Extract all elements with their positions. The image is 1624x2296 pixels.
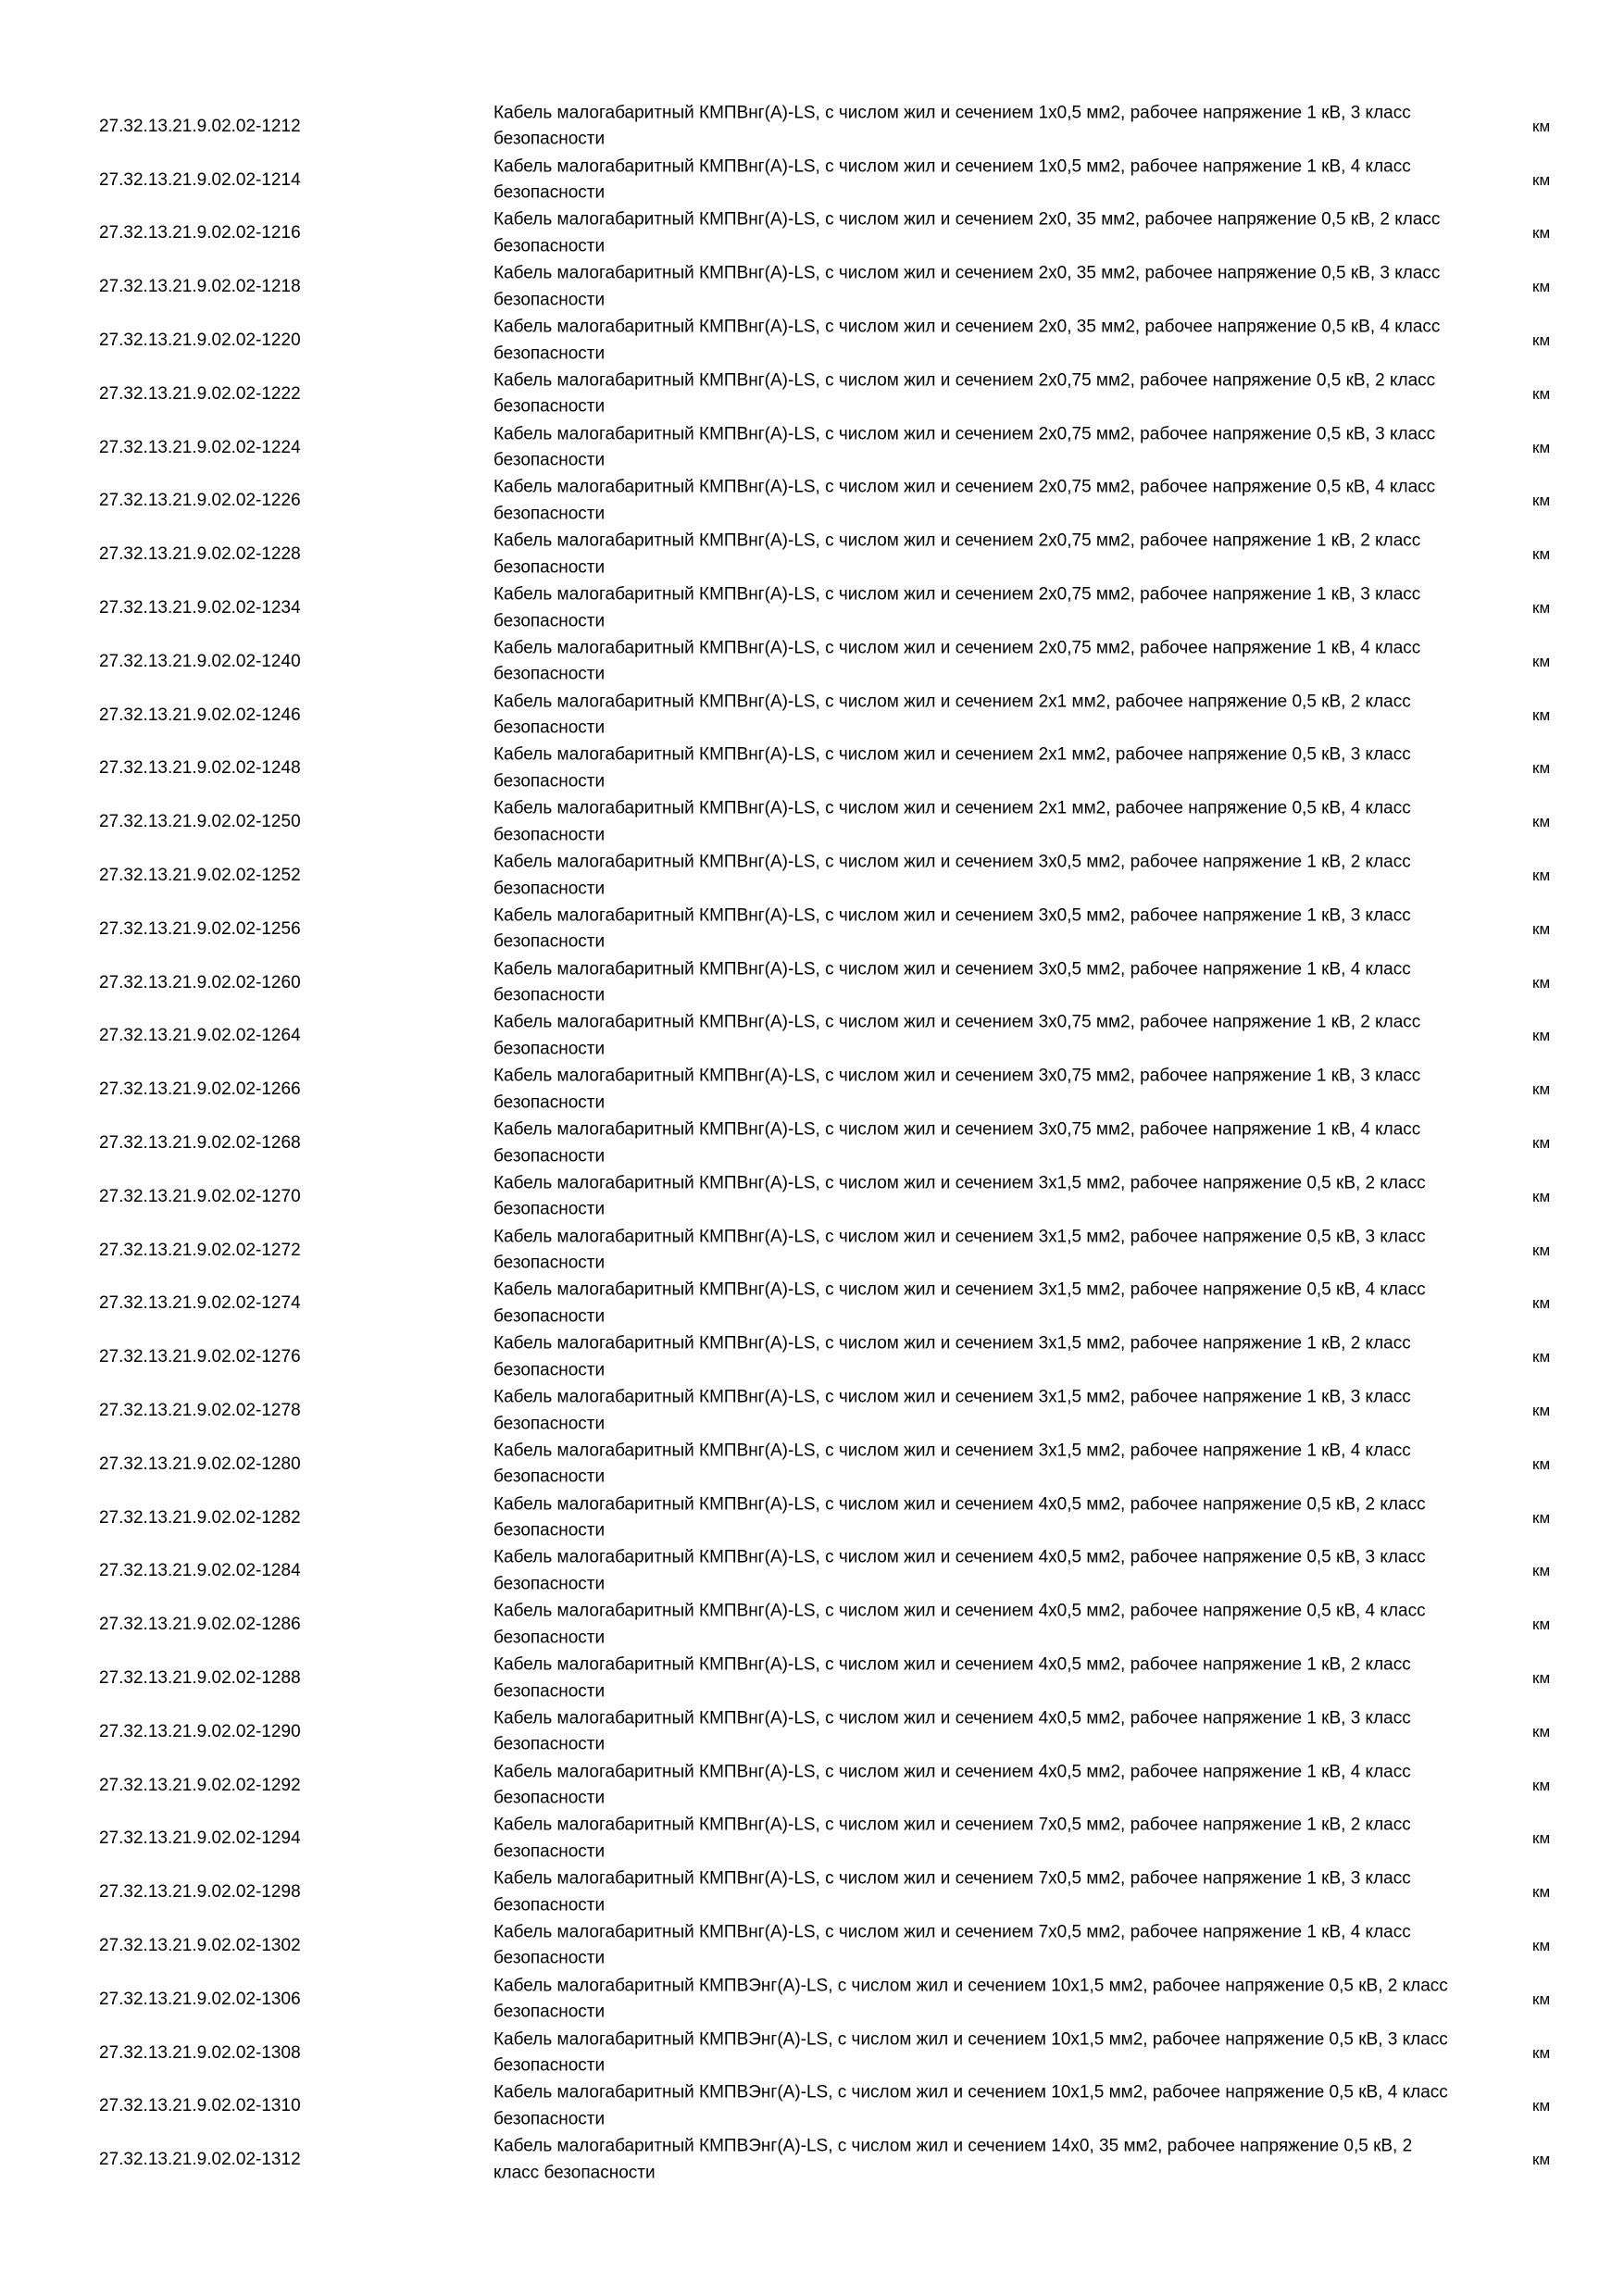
price-table bbox=[0, 100, 1624, 2187]
resource-code: 27.32.13.21.9.02.02-1234 bbox=[99, 598, 301, 618]
resource-description: Кабель малогабаритный КМПВнг(А)-LS, с числом жил и сечением 7x0,5 мм2, рабочее напряжение 1 кВ, 4 класс безопасности bbox=[493, 1922, 1411, 1968]
resource-code: 27.32.13.21.9.02.02-1214 bbox=[99, 169, 301, 190]
table-row bbox=[0, 956, 1624, 1010]
resource-code: 27.32.13.21.9.02.02-1290 bbox=[99, 1721, 301, 1741]
resource-description: Кабель малогабаритный КМПВнг(А)-LS, с числом жил и сечением 4x0,5 мм2, рабочее напряжение 0,5 кВ, 2 класс безопасности bbox=[493, 1494, 1426, 1541]
resource-description: Кабель малогабаритный КМПВнг(А)-LS, с числом жил и сечением 2x0,75 мм2, рабочее напряжение 0,5 кВ, 4 класс безопасности bbox=[493, 477, 1436, 524]
unit-of-measure: км bbox=[1532, 278, 1551, 296]
unit-of-measure: км bbox=[1532, 1562, 1551, 1580]
table-row bbox=[0, 1866, 1624, 1919]
resource-description: Кабель малогабаритный КМПВЭнг(А)-LS, с числом жил и сечением 10x1,5 мм2, рабочее напряжение 0,5 кВ, 2 класс безопасности bbox=[493, 1976, 1448, 2022]
table-row bbox=[0, 2079, 1624, 2133]
table-row bbox=[0, 1813, 1624, 1866]
table-row bbox=[0, 1010, 1624, 1064]
resource-description: Кабель малогабаритный КМПВнг(А)-LS, с числом жил и сечением 3x0,5 мм2, рабочее напряжение 1 кВ, 3 класс безопасности bbox=[493, 905, 1411, 952]
resource-code: 27.32.13.21.9.02.02-1222 bbox=[99, 383, 301, 404]
resource-description: Кабель малогабаритный КМПВнг(А)-LS, с числом жил и сечением 2x0, 35 мм2, рабочее напряжение 0,5 кВ, 2 класс безопасности bbox=[493, 209, 1441, 256]
unit-of-measure: км bbox=[1532, 1294, 1551, 1313]
table-row bbox=[0, 1491, 1624, 1545]
resource-code: 27.32.13.21.9.02.02-1270 bbox=[99, 1186, 301, 1206]
resource-code: 27.32.13.21.9.02.02-1248 bbox=[99, 758, 301, 779]
unit-of-measure: км bbox=[1532, 652, 1551, 670]
resource-code: 27.32.13.21.9.02.02-1240 bbox=[99, 651, 301, 671]
table-row bbox=[0, 1330, 1624, 1384]
unit-of-measure: км bbox=[1532, 2151, 1551, 2169]
unit-of-measure: км bbox=[1532, 545, 1551, 564]
table-row bbox=[0, 1117, 1624, 1170]
resource-description: Кабель малогабаритный КМПВнг(А)-LS, с числом жил и сечением 4x0,5 мм2, рабочее напряжение 1 кВ, 4 класс безопасности bbox=[493, 1762, 1411, 1808]
resource-code: 27.32.13.21.9.02.02-1272 bbox=[99, 1240, 301, 1260]
table-row bbox=[0, 1063, 1624, 1117]
resource-description: Кабель малогабаритный КМПВнг(А)-LS, с числом жил и сечением 2x0,75 мм2, рабочее напряжение 1 кВ, 2 класс безопасности bbox=[493, 530, 1421, 578]
table-row bbox=[0, 1278, 1624, 1331]
unit-of-measure: км bbox=[1532, 1990, 1551, 2008]
resource-code: 27.32.13.21.9.02.02-1292 bbox=[99, 1775, 301, 1795]
table-row bbox=[0, 1652, 1624, 1705]
resource-code: 27.32.13.21.9.02.02-1298 bbox=[99, 1882, 301, 1903]
resource-code: 27.32.13.21.9.02.02-1268 bbox=[99, 1133, 301, 1154]
table-row bbox=[0, 581, 1624, 635]
unit-of-measure: км bbox=[1532, 492, 1551, 510]
table-row bbox=[0, 795, 1624, 849]
table-row bbox=[0, 742, 1624, 796]
table-row bbox=[0, 154, 1624, 207]
resource-code: 27.32.13.21.9.02.02-1282 bbox=[99, 1507, 301, 1528]
resource-description: Кабель малогабаритный КМПВнг(А)-LS, с числом жил и сечением 2x0, 35 мм2, рабочее напряжение 0,5 кВ, 4 класс безопасности bbox=[493, 317, 1441, 364]
resource-code: 27.32.13.21.9.02.02-1286 bbox=[99, 1615, 301, 1635]
table-row bbox=[0, 1438, 1624, 1491]
unit-of-measure: км bbox=[1532, 1080, 1551, 1099]
unit-of-measure: км bbox=[1532, 224, 1551, 243]
unit-of-measure: км bbox=[1532, 1454, 1551, 1473]
table-row bbox=[0, 2027, 1624, 2080]
table-row bbox=[0, 1170, 1624, 1224]
unit-of-measure: км bbox=[1532, 1187, 1551, 1205]
unit-of-measure: км bbox=[1532, 705, 1551, 724]
table-row bbox=[0, 1545, 1624, 1599]
resource-description: Кабель малогабаритный КМПВнг(А)-LS, с числом жил и сечением 3x1,5 мм2, рабочее напряжение 0,5 кВ, 2 класс безопасности bbox=[493, 1173, 1426, 1219]
unit-of-measure: км bbox=[1532, 117, 1551, 135]
resource-description: Кабель малогабаритный КМПВнг(А)-LS, с числом жил и сечением 2x0,75 мм2, рабочее напряжение 1 кВ, 3 класс безопасности bbox=[493, 584, 1421, 631]
table-row bbox=[0, 528, 1624, 581]
unit-of-measure: км bbox=[1532, 1616, 1551, 1634]
table-row bbox=[0, 1224, 1624, 1278]
resource-code: 27.32.13.21.9.02.02-1284 bbox=[99, 1561, 301, 1581]
resource-code: 27.32.13.21.9.02.02-1250 bbox=[99, 812, 301, 832]
resource-code: 27.32.13.21.9.02.02-1252 bbox=[99, 866, 301, 886]
resource-description: Кабель малогабаритный КМПВнг(А)-LS, с числом жил и сечением 2x0,75 мм2, рабочее напряжение 0,5 кВ, 3 класс безопасности bbox=[493, 424, 1436, 470]
unit-of-measure: км bbox=[1532, 1348, 1551, 1366]
resource-code: 27.32.13.21.9.02.02-1220 bbox=[99, 331, 301, 351]
resource-description: Кабель малогабаритный КМПВнг(А)-LS, с числом жил и сечением 3x1,5 мм2, рабочее напряжение 1 кВ, 3 класс безопасности bbox=[493, 1387, 1411, 1434]
unit-of-measure: км bbox=[1532, 2097, 1551, 2115]
resource-code: 27.32.13.21.9.02.02-1228 bbox=[99, 544, 301, 565]
resource-description: Кабель малогабаритный КМПВнг(А)-LS, с числом жил и сечением 3x1,5 мм2, рабочее напряжение 1 кВ, 2 класс безопасности bbox=[493, 1333, 1411, 1380]
resource-code: 27.32.13.21.9.02.02-1218 bbox=[99, 277, 301, 297]
resource-description: Кабель малогабаритный КМПВнг(А)-LS, с числом жил и сечением 3x0,75 мм2, рабочее напряжение 1 кВ, 2 класс безопасности bbox=[493, 1012, 1421, 1059]
unit-of-measure: км bbox=[1532, 1776, 1551, 1794]
unit-of-measure: км bbox=[1532, 1669, 1551, 1687]
table-row bbox=[0, 368, 1624, 421]
unit-of-measure: км bbox=[1532, 1936, 1551, 1954]
unit-of-measure: км bbox=[1532, 2043, 1551, 2062]
resource-code: 27.32.13.21.9.02.02-1212 bbox=[99, 116, 301, 136]
unit-of-measure: км bbox=[1532, 759, 1551, 778]
resource-description: Кабель малогабаритный КМПВнг(А)-LS, с числом жил и сечением 2x1 мм2, рабочее напряжение 0,5 кВ, 2 класс безопасности bbox=[493, 692, 1411, 738]
unit-of-measure: км bbox=[1532, 1027, 1551, 1045]
unit-of-measure: км bbox=[1532, 384, 1551, 403]
resource-description: Кабель малогабаритный КМПВЭнг(А)-LS, с числом жил и сечением 14x0, 35 мм2, рабочее напряжение 0,5 кВ, 2 класс безопасности bbox=[493, 2136, 1413, 2183]
unit-of-measure: км bbox=[1532, 170, 1551, 189]
resource-description: Кабель малогабаритный КМПВнг(А)-LS, с числом жил и сечением 4x0,5 мм2, рабочее напряжение 0,5 кВ, 3 класс безопасности bbox=[493, 1547, 1426, 1594]
resource-description: Кабель малогабаритный КМПВнг(А)-LS, с числом жил и сечением 3x0,75 мм2, рабочее напряжение 1 кВ, 3 класс безопасности bbox=[493, 1066, 1421, 1113]
table-row bbox=[0, 314, 1624, 368]
resource-code: 27.32.13.21.9.02.02-1276 bbox=[99, 1347, 301, 1367]
table-row bbox=[0, 1384, 1624, 1438]
resource-code: 27.32.13.21.9.02.02-1306 bbox=[99, 1989, 301, 2009]
resource-description: Кабель малогабаритный КМПВнг(А)-LS, с числом жил и сечением 3x1,5 мм2, рабочее напряжение 1 кВ, 4 класс безопасности bbox=[493, 1441, 1411, 1487]
table-row bbox=[0, 635, 1624, 689]
resource-code: 27.32.13.21.9.02.02-1302 bbox=[99, 1935, 301, 1955]
resource-description: Кабель малогабаритный КМПВнг(А)-LS, с числом жил и сечением 3x1,5 мм2, рабочее напряжение 0,5 кВ, 4 класс безопасности bbox=[493, 1279, 1426, 1327]
table-row bbox=[0, 689, 1624, 742]
resource-description: Кабель малогабаритный КМПВнг(А)-LS, с числом жил и сечением 2x0,75 мм2, рабочее напряжение 1 кВ, 4 класс безопасности bbox=[493, 638, 1421, 684]
unit-of-measure: км bbox=[1532, 1508, 1551, 1527]
table-row bbox=[0, 2133, 1624, 2187]
resource-code: 27.32.13.21.9.02.02-1294 bbox=[99, 1828, 301, 1849]
resource-description: Кабель малогабаритный КМПВнг(А)-LS, с числом жил и сечением 3x0,5 мм2, рабочее напряжение 1 кВ, 4 класс безопасности bbox=[493, 959, 1411, 1005]
resource-code: 27.32.13.21.9.02.02-1264 bbox=[99, 1026, 301, 1046]
table-row bbox=[0, 1598, 1624, 1652]
table-row bbox=[0, 849, 1624, 903]
unit-of-measure: км bbox=[1532, 813, 1551, 831]
unit-of-measure: км bbox=[1532, 331, 1551, 350]
resource-code: 27.32.13.21.9.02.02-1226 bbox=[99, 491, 301, 511]
resource-code: 27.32.13.21.9.02.02-1266 bbox=[99, 1079, 301, 1100]
resource-code: 27.32.13.21.9.02.02-1308 bbox=[99, 2042, 301, 2063]
table-row bbox=[0, 1973, 1624, 2027]
unit-of-measure: км bbox=[1532, 973, 1551, 992]
table-row bbox=[0, 260, 1624, 314]
resource-description: Кабель малогабаритный КМПВнг(А)-LS, с числом жил и сечением 4x0,5 мм2, рабочее напряжение 0,5 кВ, 4 класс безопасности bbox=[493, 1601, 1426, 1648]
unit-of-measure: км bbox=[1532, 1883, 1551, 1902]
resource-code: 27.32.13.21.9.02.02-1288 bbox=[99, 1668, 301, 1688]
table-row bbox=[0, 1705, 1624, 1759]
resource-code: 27.32.13.21.9.02.02-1274 bbox=[99, 1293, 301, 1314]
resource-description: Кабель малогабаритный КМПВнг(А)-LS, с числом жил и сечением 7x0,5 мм2, рабочее напряжение 1 кВ, 3 класс безопасности bbox=[493, 1868, 1411, 1915]
resource-description: Кабель малогабаритный КМПВЭнг(А)-LS, с числом жил и сечением 10x1,5 мм2, рабочее напряжение 0,5 кВ, 3 класс безопасности bbox=[493, 2029, 1448, 2076]
resource-code: 27.32.13.21.9.02.02-1312 bbox=[99, 2150, 301, 2170]
resource-description: Кабель малогабаритный КМПВнг(А)-LS, с числом жил и сечением 3x0,5 мм2, рабочее напряжение 1 кВ, 2 класс безопасности bbox=[493, 852, 1411, 899]
table-row bbox=[0, 421, 1624, 475]
unit-of-measure: км bbox=[1532, 919, 1551, 938]
resource-description: Кабель малогабаритный КМПВнг(А)-LS, с числом жил и сечением 1x0,5 мм2, рабочее напряжение 1 кВ, 3 класс безопасности bbox=[493, 103, 1411, 149]
resource-code: 27.32.13.21.9.02.02-1280 bbox=[99, 1454, 301, 1474]
unit-of-measure: км bbox=[1532, 1402, 1551, 1420]
resource-description: Кабель малогабаритный КМПВнг(А)-LS, с числом жил и сечением 3x1,5 мм2, рабочее напряжение 0,5 кВ, 3 класс безопасности bbox=[493, 1227, 1426, 1273]
resource-code: 27.32.13.21.9.02.02-1278 bbox=[99, 1401, 301, 1421]
resource-code: 27.32.13.21.9.02.02-1260 bbox=[99, 972, 301, 992]
resource-description: Кабель малогабаритный КМПВнг(А)-LS, с числом жил и сечением 4x0,5 мм2, рабочее напряжение 1 кВ, 2 класс безопасности bbox=[493, 1654, 1411, 1701]
unit-of-measure: км bbox=[1532, 1134, 1551, 1153]
resource-description: Кабель малогабаритный КМПВнг(А)-LS, с числом жил и сечением 7x0,5 мм2, рабочее напряжение 1 кВ, 2 класс безопасности bbox=[493, 1815, 1411, 1862]
resource-description: Кабель малогабаритный КМПВнг(А)-LS, с числом жил и сечением 1x0,5 мм2, рабочее напряжение 1 кВ, 4 класс безопасности bbox=[493, 156, 1411, 203]
unit-of-measure: км bbox=[1532, 867, 1551, 885]
resource-description: Кабель малогабаритный КМПВнг(А)-LS, с числом жил и сечением 2x0,75 мм2, рабочее напряжение 0,5 кВ, 2 класс безопасности bbox=[493, 370, 1436, 417]
table-row bbox=[0, 903, 1624, 956]
table-row bbox=[0, 1919, 1624, 1973]
unit-of-measure: км bbox=[1532, 1241, 1551, 1259]
resource-code: 27.32.13.21.9.02.02-1246 bbox=[99, 705, 301, 725]
resource-description: Кабель малогабаритный КМПВнг(А)-LS, с числом жил и сечением 3x0,75 мм2, рабочее напряжение 1 кВ, 4 класс безопасности bbox=[493, 1119, 1421, 1167]
table-row bbox=[0, 207, 1624, 261]
unit-of-measure: км bbox=[1532, 1829, 1551, 1848]
table-row bbox=[0, 1759, 1624, 1813]
resource-description: Кабель малогабаритный КМПВнг(А)-LS, с числом жил и сечением 2x1 мм2, рабочее напряжение 0,5 кВ, 3 класс безопасности bbox=[493, 744, 1411, 792]
unit-of-measure: км bbox=[1532, 1722, 1551, 1741]
resource-code: 27.32.13.21.9.02.02-1224 bbox=[99, 437, 301, 457]
resource-code: 27.32.13.21.9.02.02-1310 bbox=[99, 2096, 301, 2116]
resource-description: Кабель малогабаритный КМПВнг(А)-LS, с числом жил и сечением 4x0,5 мм2, рабочее напряжение 1 кВ, 3 класс безопасности bbox=[493, 1708, 1411, 1754]
resource-description: Кабель малогабаритный КМПВЭнг(А)-LS, с числом жил и сечением 10x1,5 мм2, рабочее напряжение 0,5 кВ, 4 класс безопасности bbox=[493, 2082, 1448, 2129]
unit-of-measure: км bbox=[1532, 599, 1551, 618]
resource-code: 27.32.13.21.9.02.02-1216 bbox=[99, 223, 301, 243]
table-row bbox=[0, 475, 1624, 529]
resource-description: Кабель малогабаритный КМПВнг(А)-LS, с числом жил и сечением 2x0, 35 мм2, рабочее напряжение 0,5 кВ, 3 класс безопасности bbox=[493, 263, 1441, 310]
resource-description: Кабель малогабаритный КМПВнг(А)-LS, с числом жил и сечением 2x1 мм2, рабочее напряжение 0,5 кВ, 4 класс безопасности bbox=[493, 798, 1411, 845]
table-row bbox=[0, 100, 1624, 154]
resource-code: 27.32.13.21.9.02.02-1256 bbox=[99, 918, 301, 939]
unit-of-measure: км bbox=[1532, 438, 1551, 456]
